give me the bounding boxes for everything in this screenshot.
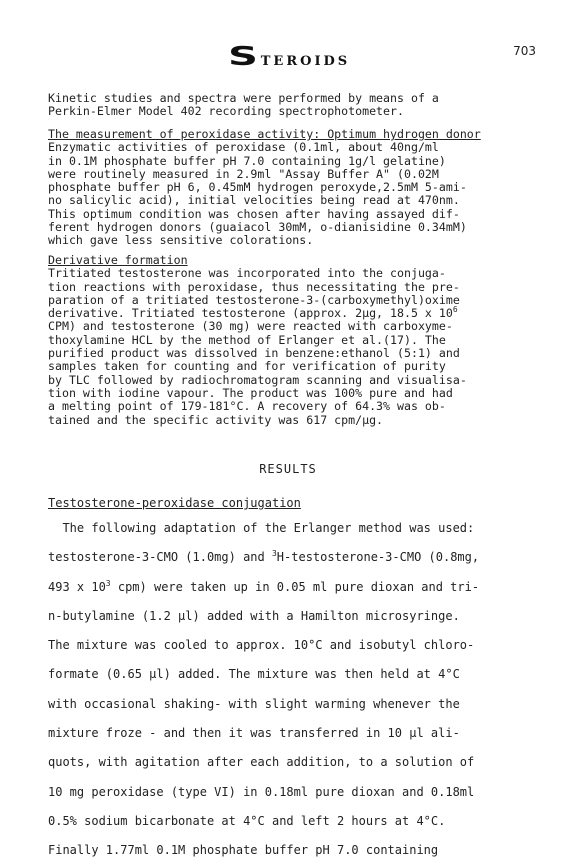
text-line: Tritiated testosterone was incorporated into the conjuga- <box>48 266 446 281</box>
text-line: tion with iodine vapour. The product was 100% pure and had <box>48 385 453 400</box>
peroxidase-activity-section <box>48 128 548 248</box>
results-paragraph <box>48 514 558 866</box>
text-line: CPM) and testosterone (30 mg) were reacted with carboxyme- <box>48 319 453 334</box>
text-line: Kinetic studies and spectra were performed by means of a <box>48 91 439 105</box>
running-header <box>0 34 576 72</box>
text-line: Enzymatic activities of peroxidase (0.1ml, about 40ng/ml <box>48 140 439 155</box>
text-line: samples taken for counting and for verification of purity <box>48 359 446 374</box>
journal-title <box>228 42 350 72</box>
page-number: 703 <box>513 44 536 58</box>
text-line: ferent hydrogen donors (guaiacol 30mM, o-dianisidine 0.34mM) <box>48 220 467 235</box>
text-line: formate (0.65 μl) added. The mixture was then held at 4°C <box>48 667 460 682</box>
text-fragment: derivative. Tritiated testosterone (approx. 2μg, 18.5 x 10 <box>48 306 453 321</box>
text-fragment: cpm) were taken up in 0.05 ml pure dioxan and tri- <box>110 579 480 594</box>
text-line: in 0.1M phosphate buffer pH 7.0 containing 1g/l gelatine) <box>48 153 446 168</box>
text-line: purified product was dissolved in benzene:ethanol (5:1) and <box>48 346 460 361</box>
text-line: The following adaptation of the Erlanger method was used: <box>48 521 475 535</box>
text-fragment: testosterone-3-CMO (1.0mg) and <box>48 550 272 565</box>
text-line: paration of a tritiated testosterone-3-(carboxymethyl)oxime <box>48 292 460 307</box>
text-line: were routinely measured in 2.9ml "Assay Buffer A" (0.02M <box>48 166 439 181</box>
text-line: tained and the specific activity was 617 cpm/μg. <box>48 412 384 427</box>
superscript: 3 <box>271 549 277 559</box>
text-line: tion reactions with peroxidase, thus necessitating the pre- <box>48 279 460 294</box>
text-line: 0.5% sodium bicarbonate at 4°C and left 2 hours at 4°C. <box>48 813 446 828</box>
text-line: quots, with agitation after each addition, to a solution of <box>48 755 475 770</box>
text-line: a melting point of 179-181°C. A recovery of 64.3% was ob- <box>48 399 446 414</box>
intro-paragraph <box>48 92 548 119</box>
text-line: by TLC followed by radiochromatogram scanning and visualisa- <box>48 372 467 387</box>
derivative-section <box>48 254 548 427</box>
text-line <box>48 543 558 572</box>
text-line: 10 mg peroxidase (type VI) in 0.18ml pure dioxan and 0.18ml <box>48 784 475 799</box>
text-fragment: H-testosterone-3-CMO (0.8mg, <box>276 550 480 565</box>
superscript: 6 <box>452 305 458 315</box>
text-line: mixture froze - and then it was transferred in 10 μl ali- <box>48 726 460 741</box>
text-line <box>48 307 548 320</box>
text-line: no salicylic acid), initial velocities being read at 470nm. <box>48 193 460 208</box>
text-line: with occasional shaking- with slight warming whenever the <box>48 696 460 711</box>
text-line <box>48 573 558 602</box>
journal-title-rest: TEROIDS <box>260 54 351 69</box>
text-line: which gave less sensitive colorations. <box>48 233 314 248</box>
section-heading: Derivative formation <box>48 253 188 267</box>
text-line: Finally 1.77ml 0.1M phosphate buffer pH 7.0 containing <box>48 843 439 858</box>
journal-title-initial: S <box>228 42 258 72</box>
results-heading: RESULTS <box>259 462 317 476</box>
superscript: 3 <box>105 578 111 588</box>
text-line: n-butylamine (1.2 μl) added with a Hamilton microsyringe. <box>48 608 460 623</box>
text-line: thoxylamine HCL by the method of Erlanger et al.(17). The <box>48 332 446 347</box>
text-line: This optimum condition was chosen after having assayed dif- <box>48 206 460 221</box>
text-line: The mixture was cooled to approx. 10°C and isobutyl chloro- <box>48 638 475 653</box>
text-fragment: 493 x 10 <box>48 579 106 594</box>
text-line: Perkin-Elmer Model 402 recording spectrophotometer. <box>48 104 404 119</box>
text-line: phosphate buffer pH 6, 0.45mM hydrogen peroxyde,2.5mM 5-ami- <box>48 180 467 195</box>
section-heading: The measurement of peroxidase activity: Optimum hydrogen donor <box>48 127 481 141</box>
results-subheading: Testosterone-peroxidase conjugation <box>48 496 301 510</box>
